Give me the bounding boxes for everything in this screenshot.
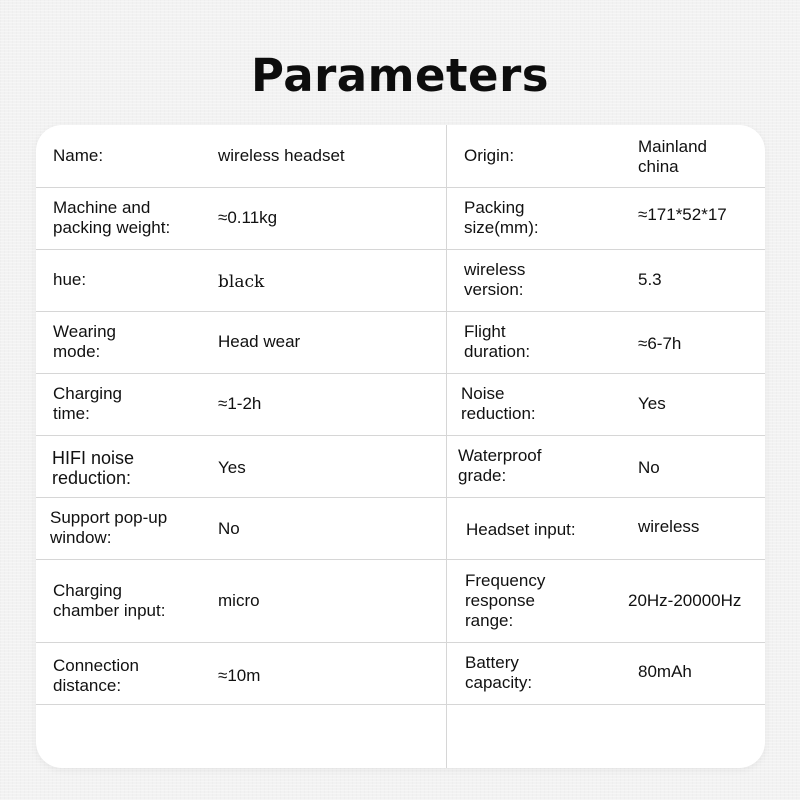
param-value-weight: ≈0.11kg: [218, 208, 278, 227]
param-label-weight: Machine and packing weight:: [53, 198, 171, 237]
parameters-table: [36, 125, 765, 768]
param-label-packing-size: Packing size(mm):: [464, 198, 539, 237]
param-label-battery-capacity: Battery capacity:: [465, 653, 533, 692]
param-label-popup-window: Support pop-up window:: [50, 508, 168, 547]
param-value-wireless-version: 5.3: [638, 270, 662, 289]
param-value-charging-time: ≈1-2h: [218, 394, 262, 413]
param-value-headset-input: wireless: [638, 517, 700, 536]
param-label-connection-distance: Connection distance:: [53, 656, 140, 695]
param-value-origin: Mainland china: [638, 137, 707, 176]
param-value-connection-distance: ≈10m: [218, 666, 261, 685]
param-value-flight-duration: ≈6-7h: [638, 334, 682, 353]
column-divider: [446, 125, 447, 768]
param-label-name: Name:: [53, 146, 104, 165]
param-value-wearing-mode: Head wear: [218, 332, 301, 351]
param-label-charging-time: Charging time:: [53, 384, 122, 423]
param-label-wireless-version: wireless version:: [464, 260, 526, 299]
param-value-noise-reduction: Yes: [638, 394, 666, 413]
param-label-frequency-response: Frequency response range:: [465, 570, 546, 630]
param-value-packing-size: ≈171*52*17: [638, 205, 727, 224]
page-title: Parameters: [250, 49, 550, 102]
param-label-hue: hue:: [53, 270, 87, 289]
param-value-waterproof-grade: No: [638, 458, 660, 477]
param-label-origin: Origin:: [464, 146, 515, 165]
param-label-waterproof-grade: Waterproof grade:: [458, 446, 542, 485]
param-label-noise-reduction: Noise reduction:: [461, 384, 536, 423]
param-label-hifi-noise-reduction: HIFI noise reduction:: [52, 448, 135, 488]
param-value-battery-capacity: 80mAh: [638, 662, 692, 681]
param-value-charging-chamber-input: micro: [218, 590, 260, 610]
param-label-charging-chamber-input: Charging chamber input:: [53, 580, 166, 620]
param-label-wearing-mode: Wearing mode:: [53, 322, 116, 361]
param-label-flight-duration: Flight duration:: [464, 322, 531, 361]
param-value-hifi-noise-reduction: Yes: [218, 458, 246, 477]
param-value-name: wireless headset: [218, 146, 345, 165]
param-value-popup-window: No: [218, 519, 240, 538]
param-label-headset-input: Headset input:: [466, 520, 576, 539]
param-value-hue: black: [218, 272, 265, 292]
param-value-frequency-response: 20Hz-20000Hz: [628, 590, 742, 610]
